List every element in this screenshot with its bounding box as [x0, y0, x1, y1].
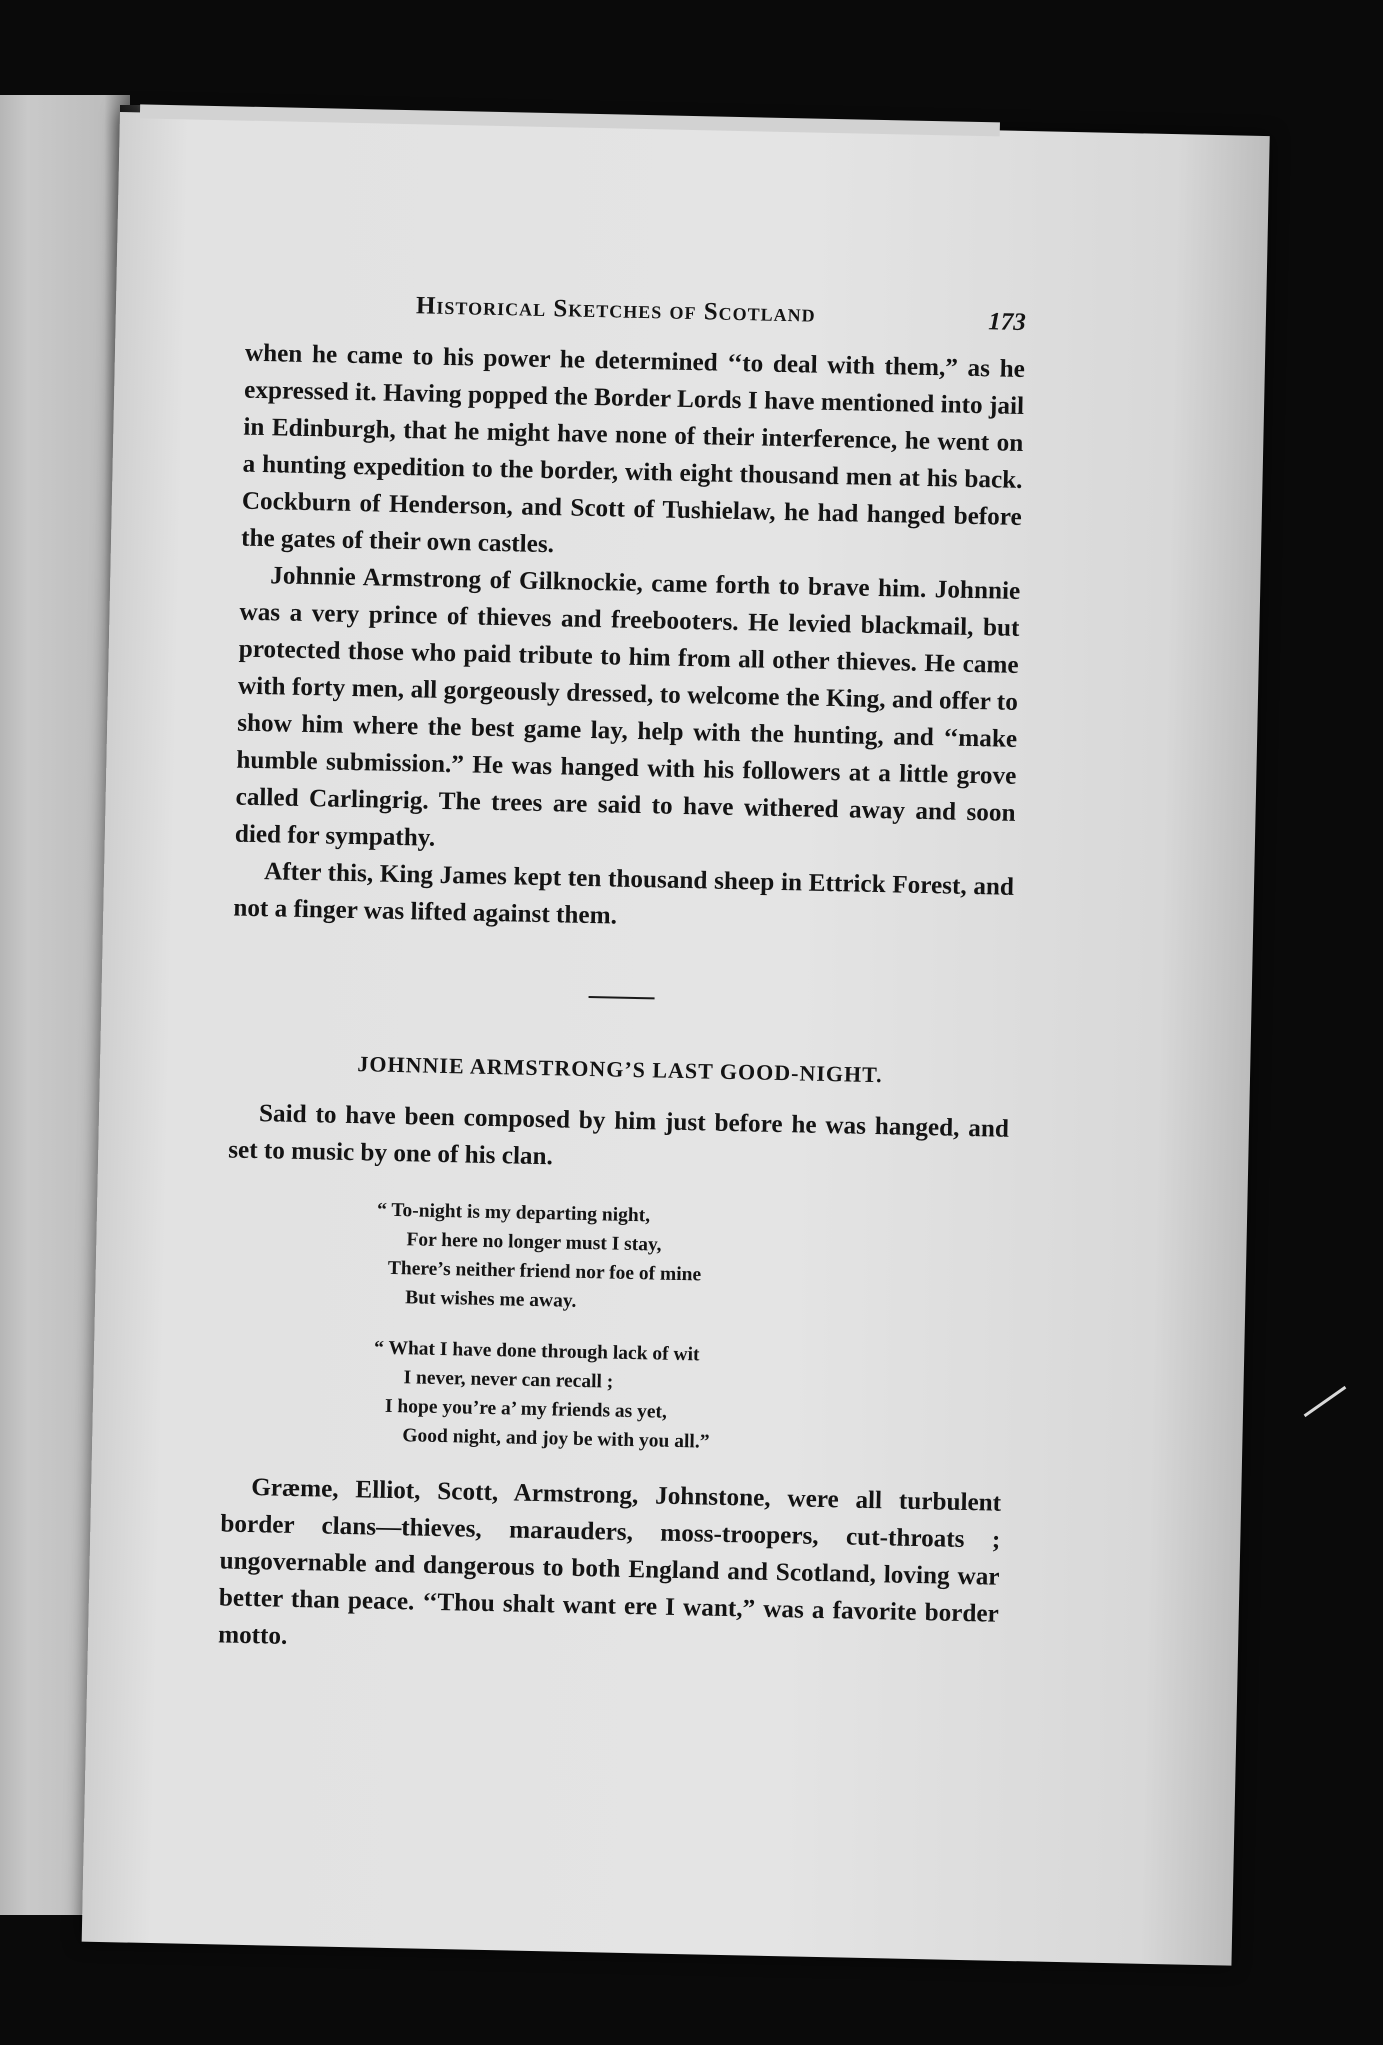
- paragraph: Johnnie Armstrong of Gilknockie, came forth to brave him. Johnnie was a very prince of thieves and freebooters. He levied blackmail, but protected those who paid tribute to him from all other thieves. He came with forty men, all gorgeously dressed, to welcome the King, and offer to show him where the best game lay, help with the hunting, and ‘‘make humble submission.” He was hanged with his followers at a little grove called Carlingrig. The trees are said to have withered away and soon died for sympathy.: [234, 562, 1021, 852]
- poem-line: There’s neither friend nor foe of mine: [387, 1257, 702, 1286]
- poem-stanza: [375, 1196, 1007, 1325]
- paragraph: After this, King James kept ten thousand sheep in Ettrick Forest, and not a finger was lifted against them.: [233, 858, 1015, 930]
- poem-line: “ To-night is my departing night,: [376, 1199, 651, 1227]
- right-page: [82, 112, 1270, 1966]
- scan-scratch-mark: [1304, 1386, 1347, 1417]
- page-number: 173: [988, 308, 1027, 337]
- poem-line: For here no longer must I stay,: [406, 1229, 662, 1256]
- poem-line: I never, never can recall ;: [403, 1367, 614, 1393]
- poem-line: Good night, and joy be with you all.”: [402, 1425, 710, 1453]
- poem-stanza: [372, 1334, 1004, 1463]
- poem-line: But wishes me away.: [405, 1287, 577, 1312]
- poem-title: JOHNNIE ARMSTRONG’S LAST GOOD-NIGHT.: [357, 1051, 883, 1088]
- paragraph: when he came to his power he determined ‘‘to deal with them,” as he expressed it. Having popped the Border Lords I have mentioned into jail in Edinburgh, that he might have none of their interference, he went on a hunting expedition to the border, with eight thousand men at his back. Cockburn of Henderson, and Scott of Tushielaw, he had hanged before the gates of their own castles.: [240, 339, 1026, 559]
- poem-intro: Said to have been composed by him just before he was hanged, and set to music by one of his clan.: [228, 1100, 1010, 1171]
- section-divider: [589, 996, 655, 999]
- running-title: Historical Sketches of Scotland: [415, 292, 816, 328]
- poem-line: “ What I have done through lack of wit: [373, 1337, 700, 1366]
- closing-paragraph: Græme, Elliot, Scott, Armstrong, Johnstone, were all turbulent border clans—thieves, marauders, moss-troopers, cut-throats ; ungovernable and dangerous to both England and Scotland, loving war better than peace. ‘‘Thou shalt want ere I want,” was a favorite border motto.: [217, 1474, 1002, 1650]
- page-content: [218, 285, 1026, 1670]
- poem-line: I hope you’re a’ my friends as yet,: [384, 1395, 668, 1423]
